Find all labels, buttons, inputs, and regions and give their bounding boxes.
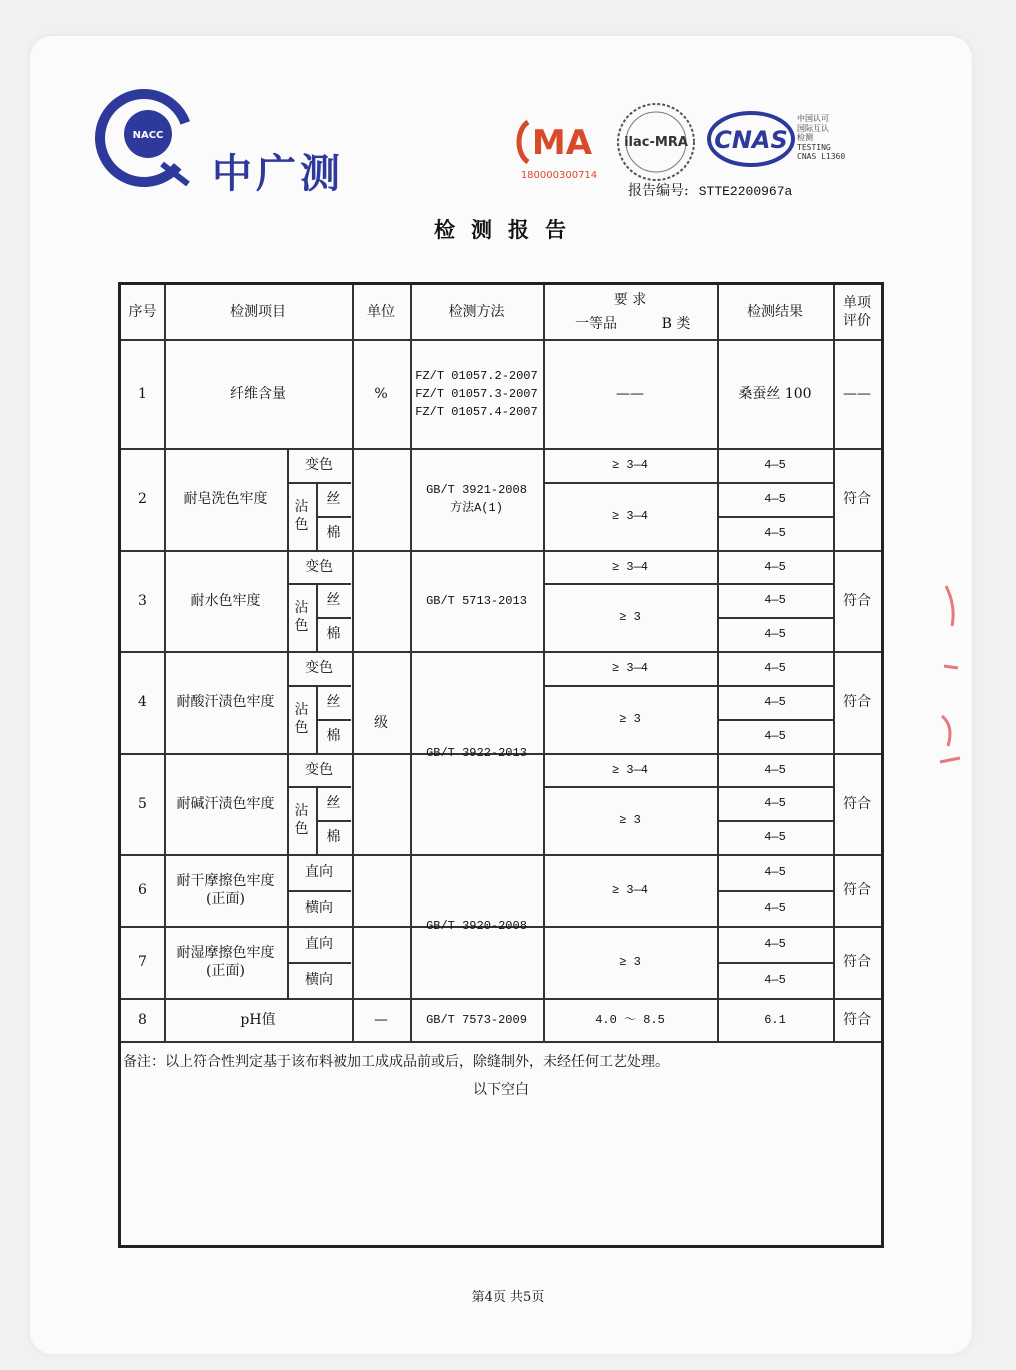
page-title: 检测报告: [434, 217, 582, 242]
row3-req-stain: ≥ 3: [619, 610, 641, 624]
row4-label-stain: 沾 色: [294, 702, 309, 736]
row6-res-weft: 4—5: [764, 901, 786, 915]
row2-req-change: ≥ 3—4: [611, 458, 648, 472]
logo-text: 中广测: [212, 151, 344, 197]
cnas-mark-icon: [706, 110, 796, 168]
row5-item: 耐碱汗渍色牢度: [176, 795, 275, 812]
grade-unit: 级: [374, 715, 388, 731]
header-req: 要 求: [613, 292, 647, 308]
row1-req: ——: [616, 385, 644, 402]
blank-below-text: 以下空白: [473, 1082, 529, 1098]
row6-seq: 6: [138, 882, 147, 898]
row3-res-cotton: 4—5: [764, 627, 786, 641]
row3-item: 耐水色牢度: [190, 592, 261, 609]
row4-res-silk: 4—5: [764, 695, 786, 709]
row2-method: GB/T 3921-2008 方法A(1): [426, 483, 527, 515]
row7-eval: 符合: [843, 954, 871, 970]
row4-label-silk: 丝: [326, 694, 341, 710]
row4-res-cotton: 4—5: [764, 729, 786, 743]
row5-res-silk: 4—5: [764, 796, 786, 810]
nacc-logo-icon: [92, 86, 196, 190]
row7-req: ≥ 3: [619, 955, 641, 969]
row5-res-change: 4—5: [764, 762, 786, 777]
row2-label-cotton: 棉: [326, 525, 341, 541]
row5-eval: 符合: [843, 795, 871, 812]
row6-eval: 符合: [843, 882, 871, 898]
page-footer: 第4页 共5页: [471, 1290, 545, 1305]
row2-item: 耐皂洗色牢度: [183, 491, 268, 507]
header-eval: 单项 评价: [843, 295, 871, 329]
row3-seq: 3: [138, 592, 147, 609]
test-results-table: [118, 282, 884, 1248]
row3-res-change: 4—5: [764, 559, 786, 574]
row4-label-change: 变色: [305, 660, 333, 676]
row2-res-silk: 4—5: [764, 492, 786, 506]
row4-seq: 4: [138, 694, 147, 710]
row8-seq: 8: [138, 1011, 147, 1028]
row6-res-warp: 4—5: [764, 865, 786, 879]
row7-sub-warp: 直向: [305, 936, 333, 952]
cma-code: 180000300714: [520, 170, 598, 181]
header-method: 检测方法: [448, 304, 505, 320]
row8-item: pH值: [240, 1011, 276, 1028]
row3-req-change: ≥ 3—4: [611, 559, 648, 574]
row1-seq: 1: [138, 385, 147, 402]
row5-res-cotton: 4—5: [764, 830, 786, 844]
row1-unit: %: [374, 385, 388, 402]
row3-label-stain: 沾 色: [294, 600, 309, 634]
row2-seq: 2: [138, 491, 147, 507]
row5-label-cotton: 棉: [326, 829, 341, 845]
row8-unit: —: [374, 1011, 388, 1028]
report-number-value: STTE2200967a: [698, 184, 793, 199]
nacc-badge-text: NACC: [132, 130, 164, 141]
cma-text: MA: [531, 123, 593, 163]
row5-req-change: ≥ 3—4: [611, 762, 648, 777]
row2-eval: 符合: [843, 491, 871, 507]
header-result: 检测结果: [747, 304, 803, 320]
header-req-class-b: B 类: [661, 316, 691, 332]
row8-method: GB/T 7573-2009: [426, 1012, 527, 1027]
row4-res-change: 4—5: [764, 661, 786, 675]
row6-sub-warp: 直向: [305, 864, 333, 880]
row4-req-stain: ≥ 3: [619, 712, 641, 726]
row7-res-weft: 4—5: [764, 973, 786, 987]
row3-res-silk: 4—5: [764, 593, 786, 607]
row2-res-cotton: 4—5: [764, 526, 786, 540]
cma-mark-icon: [514, 110, 604, 182]
row7-item: 耐湿摩擦色牢度 (正面): [176, 945, 275, 979]
row5-label-silk: 丝: [326, 795, 341, 811]
row2-res-change: 4—5: [764, 458, 786, 472]
report-number: [628, 180, 792, 200]
row2-req-stain: ≥ 3—4: [611, 509, 648, 523]
ilac-text: ilac-MRA: [624, 135, 688, 150]
row8-req: 4.0 ～ 8.5: [595, 1012, 665, 1027]
red-seal-fragment-icon: [936, 576, 966, 772]
header-req-first-grade: 一等品: [575, 316, 617, 332]
rows4-5-method: GB/T 3922-2013: [426, 745, 527, 760]
row3-label-cotton: 棉: [326, 626, 341, 642]
row2-label-silk: 丝: [326, 491, 341, 507]
row5-seq: 5: [138, 795, 147, 812]
report-number-label: 报告编号:: [628, 183, 689, 199]
row6-req: ≥ 3—4: [611, 883, 648, 897]
row7-res-warp: 4—5: [764, 937, 786, 951]
cnas-side-text: 中国认可 国际互认 检测 TESTING CNAS L1360: [797, 114, 846, 161]
row4-eval: 符合: [843, 694, 871, 710]
row7-sub-weft: 横向: [305, 972, 333, 988]
row1-result: 桑蚕丝 100: [738, 385, 812, 402]
row6-sub-weft: 横向: [305, 900, 333, 916]
rows6-7-method: GB/T 3920-2008: [426, 919, 527, 933]
row5-req-stain: ≥ 3: [619, 813, 641, 827]
row2-label-stain: 沾 色: [294, 499, 309, 533]
row4-req-change: ≥ 3—4: [611, 661, 648, 675]
row5-label-change: 变色: [305, 761, 333, 778]
row4-label-cotton: 棉: [326, 728, 341, 744]
ilac-mra-mark-icon: [612, 100, 700, 184]
row7-seq: 7: [138, 954, 147, 970]
row3-label-change: 变色: [305, 558, 333, 575]
remark-text: 备注：以上符合性判定基于该布料被加工成成品前或后，除缝制外，未经任何工艺处理。: [123, 1054, 669, 1070]
row2-label-change: 变色: [305, 457, 333, 473]
row8-result: 6.1: [764, 1012, 786, 1027]
row8-eval: 符合: [843, 1011, 871, 1028]
row3-method: GB/T 5713-2013: [426, 593, 527, 608]
row3-label-silk: 丝: [326, 592, 341, 608]
row5-label-stain: 沾 色: [294, 803, 309, 837]
row1-item: 纤维含量: [230, 385, 286, 402]
cnas-text: CNAS: [714, 126, 788, 154]
row1-eval: ——: [843, 385, 871, 402]
header-item: 检测项目: [230, 304, 286, 320]
header-unit: 单位: [367, 304, 395, 320]
header-seq: 序号: [128, 304, 157, 320]
row6-item: 耐干摩擦色牢度 (正面): [176, 873, 275, 907]
row3-eval: 符合: [843, 592, 871, 609]
row1-methods: FZ/T 01057.2-2007 FZ/T 01057.3-2007 FZ/T 01057.4-2007: [415, 368, 538, 419]
row4-item: 耐酸汗渍色牢度: [176, 694, 275, 710]
